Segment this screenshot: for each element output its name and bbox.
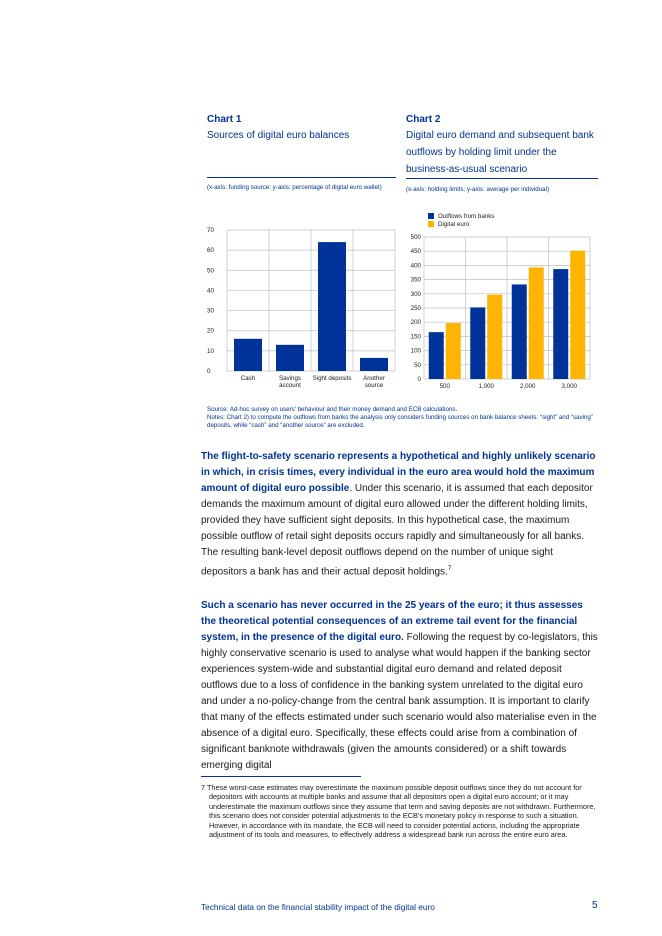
chart1-y-tick: 20 [207,327,214,335]
chart2-y-tick: 200 [410,319,421,327]
chart2-y-tick: 100 [410,347,421,355]
chart2-x-tick: 2,000 [520,383,536,390]
chart1-y-tick: 0 [207,368,211,375]
legend-swatch-outflows [428,213,434,219]
chart2-y-tick: 50 [414,361,421,369]
chart-source [207,406,599,430]
chart1-axis-note: (x-axis: funding source; y-axis: percentage of digital euro wallet) [207,184,382,191]
chart2-bar-digital-euro [446,323,461,379]
footnote-ref-7[interactable]: 7 [447,565,452,572]
chart2-title-rule [406,178,598,179]
chart1-x-tick: Sight deposits [312,375,352,382]
legend-label-outflows: Outflows from banks [438,213,495,220]
chart2-label: Chart 2 [406,114,441,125]
chart2-bar-digital-euro [487,295,502,379]
chart1-x-tick: account [279,382,301,389]
paragraph-2-text: Following the request by co-legislators, this highly conservative scenario is used to analyse what would happen if the banking sector experiences system-wide and substantial digital euro demand and related deposit outflows due to a loss of confidence in the banking system unrelated to the digital euro and under a no-policy-change from the central bank assumption. It is important to clarify that many of the effects estimated under such scenario would also materialise even in the absence of a digital euro. Specifically, these effects could arise from a combination of significant banknote withdrawals (given the amounts considered) or a shift towards emerging digital [201,632,598,771]
chart1-bar [318,242,346,371]
paragraph-1-lead: The flight-to-safety scenario represents a hypothetical and highly unlikely scenario in which, in crisis times, every individual in the euro area would hold the maximum amount of digital euro possible [201,451,596,494]
paragraph-2-lead: Such a scenario has never occurred in the 25 years of the euro; it thus assesses the theoretical potential consequences of an extreme tail event for the financial system, in the presence of the digital euro. [201,600,583,643]
footer-title: Technical data on the financial stability impact of the digital euro [201,902,435,912]
chart1-label: Chart 1 [207,114,242,125]
chart2-bar-outflows [429,332,444,379]
chart2-bar-outflows [512,284,527,379]
footnote-7 [201,783,599,839]
legend-label-digital-euro: Digital euro [438,221,470,228]
chart2-y-tick: 250 [410,305,421,312]
chart1-plot [205,220,400,405]
chart2-bar-digital-euro [570,251,585,379]
footnote-number: 7 [201,783,206,792]
chart1-bar [234,339,262,371]
chart2-legend [428,213,494,228]
chart2-axis-note: (x-axis: holding limits; y-axis: average per individual) [406,186,550,193]
source-line: Source: Ad-hoc survey on users' behaviour and their money demand and ECB calculations. [207,406,458,413]
chart1-bar [276,345,304,371]
chart1-y-tick: 60 [207,247,214,255]
paragraph-1 [201,449,599,580]
chart2-y-tick: 300 [410,290,421,298]
chart1-bar [360,358,388,371]
chart2-bar-digital-euro [529,267,544,379]
footnote-rule [201,776,361,777]
chart2-x-tick: 500 [439,383,450,390]
chart2-x-tick: 3,000 [561,383,577,390]
chart1-title: Sources of digital euro balances [207,130,350,141]
chart1-title-rule [207,177,396,178]
chart2-y-tick: 150 [410,333,421,341]
chart1-y-tick: 30 [207,307,214,315]
chart1-x-tick: Cash [240,375,256,382]
chart2-bar-outflows [553,269,568,379]
chart2-x-tick: 1,000 [478,383,494,390]
page-number: 5 [592,900,598,911]
chart1-y-tick: 10 [207,347,214,355]
chart1-y-tick: 40 [207,287,214,295]
footnote-text: These worst-case estimates may overestimate the maximum possible deposit outflows since they do not account for depositors with accounts at multiple banks and assume that all depositors open a digital euro account; or it may underestimate the maximum outflows since they assume that term and saving deposits are not withdrawn. Furthermore, this scenario does not consider potential adjustments to the ECB's monetary policy in response to such a situation. However, in accordance with its mandate, the ECB will need to consider potential actions, including the appropriate adjustment of its tools and measures, to effectively address a widespread bank run across the entire euro area. [206,783,596,840]
legend-item-outflows [428,213,494,220]
chart1-x-tick: Another [363,375,385,382]
chart2-y-tick: 0 [417,376,421,383]
chart1-y-tick: 50 [207,267,214,275]
paragraph-2 [201,598,599,774]
paragraph-1-text: . Under this scenario, it is assumed that each depositor demands the maximum amount of digital euro allowed under the different holding limits, provided they have sufficient sight deposits. In this hypothetical case, the maximum possible outflow of retail sight deposits occurs rapidly and simultaneously for all banks. The resulting bank-level deposit outflows depend on the number of unique sight depositors a bank has and their actual deposit holdings. [201,483,593,578]
chart1-x-tick: Savings [278,375,302,382]
chart2-plot [400,230,600,395]
chart1-y-tick: 70 [207,227,214,234]
notes-line: Notes: Chart 2) to compute the outflows from banks the analysis only considers funding sources on bank balance sheets: “sight” and “saving” deposits, while “cash” and “another source” are excluded. [207,414,593,429]
legend-item-digital-euro [428,221,494,228]
chart2-bar-outflows [470,307,485,379]
legend-swatch-digital-euro [428,221,434,227]
chart2-y-tick: 400 [410,262,421,270]
chart2-y-tick: 350 [410,276,421,284]
chart2-title: Digital euro demand and subsequent bank outflows by holding limit under the business-as-usual scenario [406,130,594,175]
chart2-y-tick: 500 [410,234,421,241]
chart1-x-tick: source [364,382,384,389]
chart2-y-tick: 450 [410,248,421,256]
